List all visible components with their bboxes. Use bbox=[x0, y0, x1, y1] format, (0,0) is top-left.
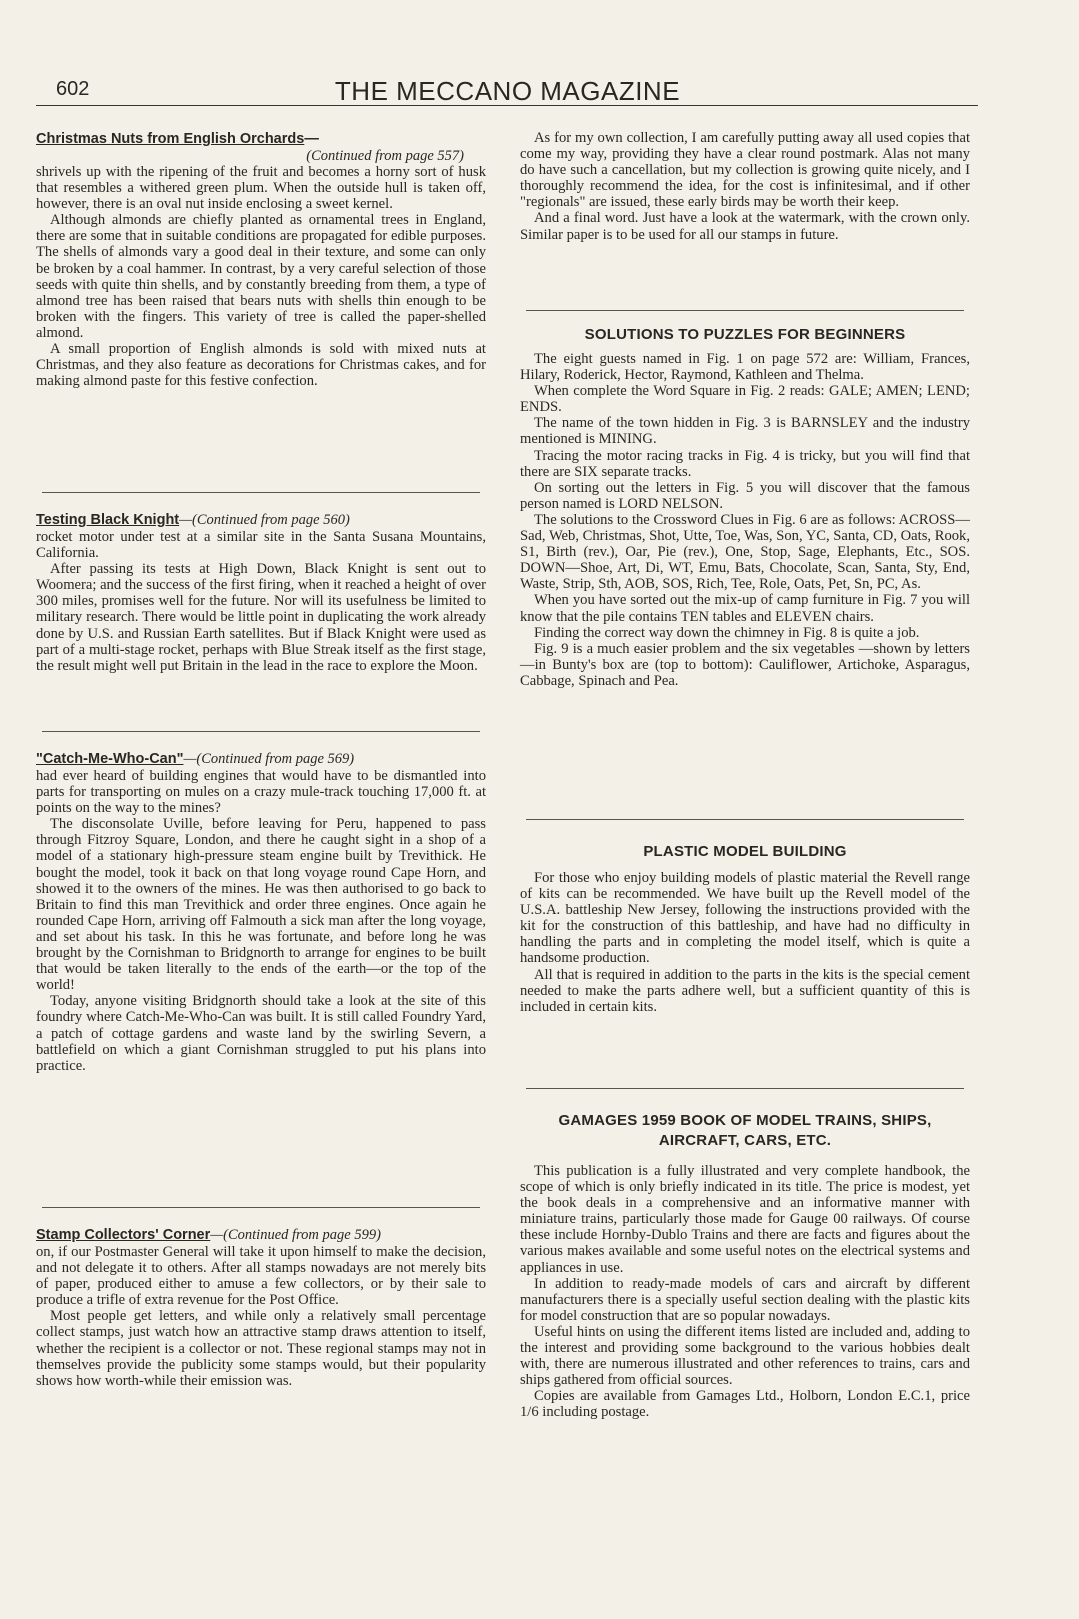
paragraph: Copies are available from Gamages Ltd., Holborn, London E.C.1, price 1/6 including postage. bbox=[520, 1388, 970, 1421]
paragraph: had ever heard of building engines that would have to be dismantled into parts for transporting on mules on a crazy mule-track touching 17,000 ft. at points on the way to the mines? bbox=[36, 768, 486, 817]
article-gamages-book bbox=[520, 1089, 970, 1421]
article-heading: SOLUTIONS TO PUZZLES FOR BEGINNERS bbox=[584, 326, 906, 343]
paragraph: In addition to ready-made models of cars and aircraft by different manufacturers there is a specially useful section dealing with the plastic kits for model construction that are so popular nowadays. bbox=[520, 1275, 970, 1324]
paragraph: The disconsolate Uville, before leaving for Peru, happened to pass through Fitzroy Square, London, and there he caught sight in a shop of a model of a stationary high-pressure steam engine built by Trevithick. He bought the model, took it back on that long voyage round Cape Horn, and showed it to the owners of the mines. He was then authorised to go back to Britain to find this man Trevithick and order three engines. Once again he rounded Cape Horn, arriving off Falmouth a sick man after the long voyage, and set about his task. In this he was fortunate, and before long he was brought by the Cornishman to Bridgnorth to arrange for engines to be built that would be taken literally to the ends of the earth—or the top of the world! bbox=[36, 816, 486, 994]
paragraph: on, if our Postmaster General will take it upon himself to make the decision, and not delegate it to others. After all stamps nowadays are not merely bits of paper, produced either to amuse a few collectors, or by their sale to produce a trifle of extra revenue for the Post Office. bbox=[36, 1244, 486, 1309]
paragraph: Tracing the motor racing tracks in Fig. 4 is tricky, but you will find that there are SIX separate tracks. bbox=[520, 447, 970, 480]
left-column bbox=[36, 130, 486, 1389]
article-heading: GAMAGES 1959 BOOK OF MODEL TRAINS, SHIPS, AIRCRAFT, CARS, ETC. bbox=[558, 1112, 932, 1149]
paragraph: When you have sorted out the mix-up of camp furniture in Fig. 7 you will know that the pile contains TEN tables and ELEVEN chairs. bbox=[520, 592, 970, 625]
paragraph: Useful hints on using the different items listed are included and, adding to the interest and providing some background to the various hobbies dealt with, there are numerous illustrated and other references to trains, cars and ships gathered from official sources. bbox=[520, 1323, 970, 1389]
article-heading: "Catch-Me-Who-Can" bbox=[36, 751, 184, 767]
paragraph: For those who enjoy building models of plastic material the Revell range of kits can be recommended. We have built up the Revell model of the U.S.A. battleship New Jersey, following the instructions provided with the kit for the construction of this battleship, and have had no difficulty in handling the parts and in completing the model itself, which is quite a handsome production. bbox=[520, 870, 970, 967]
article-heading: Christmas Nuts from English Orchards bbox=[36, 131, 305, 147]
article-plastic-model-building bbox=[520, 820, 970, 1088]
paragraph: And a final word. Just have a look at the watermark, with the crown only. Similar paper is to be used for all our stamps in future. bbox=[520, 210, 970, 243]
header-rule bbox=[36, 105, 978, 106]
continued-note: (Continued from page 557) bbox=[306, 148, 464, 164]
article-heading: PLASTIC MODEL BUILDING bbox=[643, 843, 847, 860]
paragraph: rocket motor under test at a similar site in the Santa Susana Mountains, California. bbox=[36, 529, 486, 562]
paragraph: On sorting out the letters in Fig. 5 you will discover that the famous person named is LORD NELSON. bbox=[520, 479, 970, 512]
article-black-knight bbox=[36, 493, 486, 731]
paragraph: The name of the town hidden in Fig. 3 is BARNSLEY and the industry mentioned is MINING. bbox=[520, 415, 970, 448]
article-heading: Testing Black Knight bbox=[36, 512, 180, 528]
page-number: 602 bbox=[56, 78, 90, 100]
paragraph: The solutions to the Crossword Clues in Fig. 6 are as follows: ACROSS—Sad, Web, Christmas, Shot, Utte, Toe, Was, Son, YC, Santa, CD, Oats, Rook, S1, Birth (rev.), Oar, Pie (rev.), One, Stop, Sage, Elephants, Etc., SOS. DOWN—Shoe, Art, Di, WT, Emu, Bats, Chocolate, Scan, Santa, Sty, End, Waste, Strip, Sth, AOB, SOS, Rich, Tee, Role, Oats, Pet, Sn, PC, As. bbox=[520, 511, 970, 593]
magazine-title: THE MECCANO MAGAZINE bbox=[334, 76, 681, 106]
article-catch-me-who-can bbox=[36, 732, 486, 1207]
paragraph: Finding the correct way down the chimney in Fig. 8 is quite a job. bbox=[534, 624, 920, 641]
continued-note: —(Continued from page 599) bbox=[210, 1227, 381, 1243]
paragraph: shrivels up with the ripening of the fruit and becomes a horny sort of husk that resembles a withered green plum. When the outside hull is taken off, however, there is an oval nut inside enclosing a sweet kernel. bbox=[36, 164, 486, 213]
article-stamp-continued bbox=[520, 130, 970, 310]
article-heading: Stamp Collectors' Corner bbox=[36, 1227, 211, 1243]
paragraph: Today, anyone visiting Bridgnorth should take a look at the site of this foundry where Catch-Me-Who-Can was built. It is still called Foundry Yard, a patch of cottage gardens and waste land by the swirling Severn, a battlefield on which a giant Cornishman struggled to put his plans into practice. bbox=[36, 993, 486, 1074]
paragraph: Although almonds are chiefly planted as ornamental trees in England, there are some that in suitable conditions are propagated for edible purposes. The shells of almonds vary a good deal in their texture, and some can only be broken by a coal hammer. In contrast, by a very careful selection of those seeds with quite thin shells, and by constantly breeding from them, a type of almond tree has been raised that bears nuts with shells thin enough to be broken with the fingers. This variety of tree is called the paper-shelled almond. bbox=[36, 212, 486, 341]
paragraph: This publication is a fully illustrated and very complete handbook, the scope of which is only briefly indicated in its title. The price is modest, yet the book deals in a comprehensive and an informative manner with miniature trains, particularly those made for Gauge 00 railways. Of course these include Hornby-Dublo Trains and there are facts and figures about the various makes available and some useful notes on the electrical systems and appliances in use. bbox=[520, 1163, 970, 1276]
paragraph: After passing its tests at High Down, Black Knight is sent out to Woomera; and the success of the first firing, when it reached a height of over 300 miles, promises well for the future. Nor will its usefulness be limited to military research. There would be little point in duplicating the work already done by U.S. and Russian Earth satellites. But if Black Knight were used as part of a multi-stage rocket, perhaps with Blue Streak itself as the first stage, the result might well put Britain in the lead in the race to explore the Moon. bbox=[36, 561, 486, 674]
paragraph: All that is required in addition to the parts in the kits is the special cement needed to make the parts adhere well, but a sufficient quantity of this is included in certain kits. bbox=[520, 966, 970, 1015]
article-christmas-nuts: Christmas Nuts from English Orchards— (Continued from page 557) shrivels up with the ripening of the fruit and becomes a horny sort of husk that resembles a withered green plum. When the outside hull is taken off, however, there is an oval nut inside enclosing a sweet kernel. Although almonds are chiefly planted as ornamental trees in England, there are some that in suitable conditions are propagated for edible purposes. The shells of almonds vary a good deal in their texture, and some can only be broken by a coal hammer. In contrast, by a very careful selection of those seeds with quite thin shells, and by constantly breeding from them, a type of almond tree has been raised that bears nuts with shells thin enough to be broken with the fingers. This variety of tree is called the paper-shelled almond. A small proportion of English almonds is sold with mixed nuts at Christmas, and they also feature as decorations for Christmas cakes, and for making almond paste for this festive confection. bbox=[36, 131, 486, 390]
article-stamp-collectors bbox=[36, 1208, 486, 1389]
paragraph: Most people get letters, and while only a relatively small percentage collect stamps, just watch how an attractive stamp draws attention to itself, whether the recipient is a collector or not. These regional stamps may not in themselves provide the publicity some stamps would, but their popularity shows how worth-while their emission was. bbox=[36, 1308, 486, 1389]
continued-note: —(Continued from page 560) bbox=[179, 512, 350, 528]
paragraph: As for my own collection, I am carefully putting away all used copies that come my way, providing they have a clear round postmark. Alas not many do have such a cancellation, but my collection is growing quite nicely, and I thoroughly recommend the idea, for the cost is infinitesimal, and if other "regionals" are issued, these early birds may be worth their keep. bbox=[520, 130, 970, 211]
continued-note: —(Continued from page 569) bbox=[183, 751, 355, 767]
right-column bbox=[520, 130, 970, 1421]
article-puzzle-solutions bbox=[520, 311, 970, 819]
paragraph: A small proportion of English almonds is sold with mixed nuts at Christmas, and they also feature as decorations for Christmas cakes, and for making almond paste for this festive confection. bbox=[36, 341, 486, 390]
paragraph: When complete the Word Square in Fig. 2 reads: GALE; AMEN; LEND; ENDS. bbox=[520, 383, 970, 416]
paragraph: The eight guests named in Fig. 1 on page 572 are: William, Frances, Hilary, Roderick, Hector, Raymond, Kathleen and Thelma. bbox=[520, 351, 970, 384]
paragraph: Fig. 9 is a much easier problem and the six vegetables —shown by letters—in Bunty's box are (top to bottom): Cauliflower, Artichoke, Asparagus, Cabbage, Spinach and Pea. bbox=[520, 640, 970, 689]
